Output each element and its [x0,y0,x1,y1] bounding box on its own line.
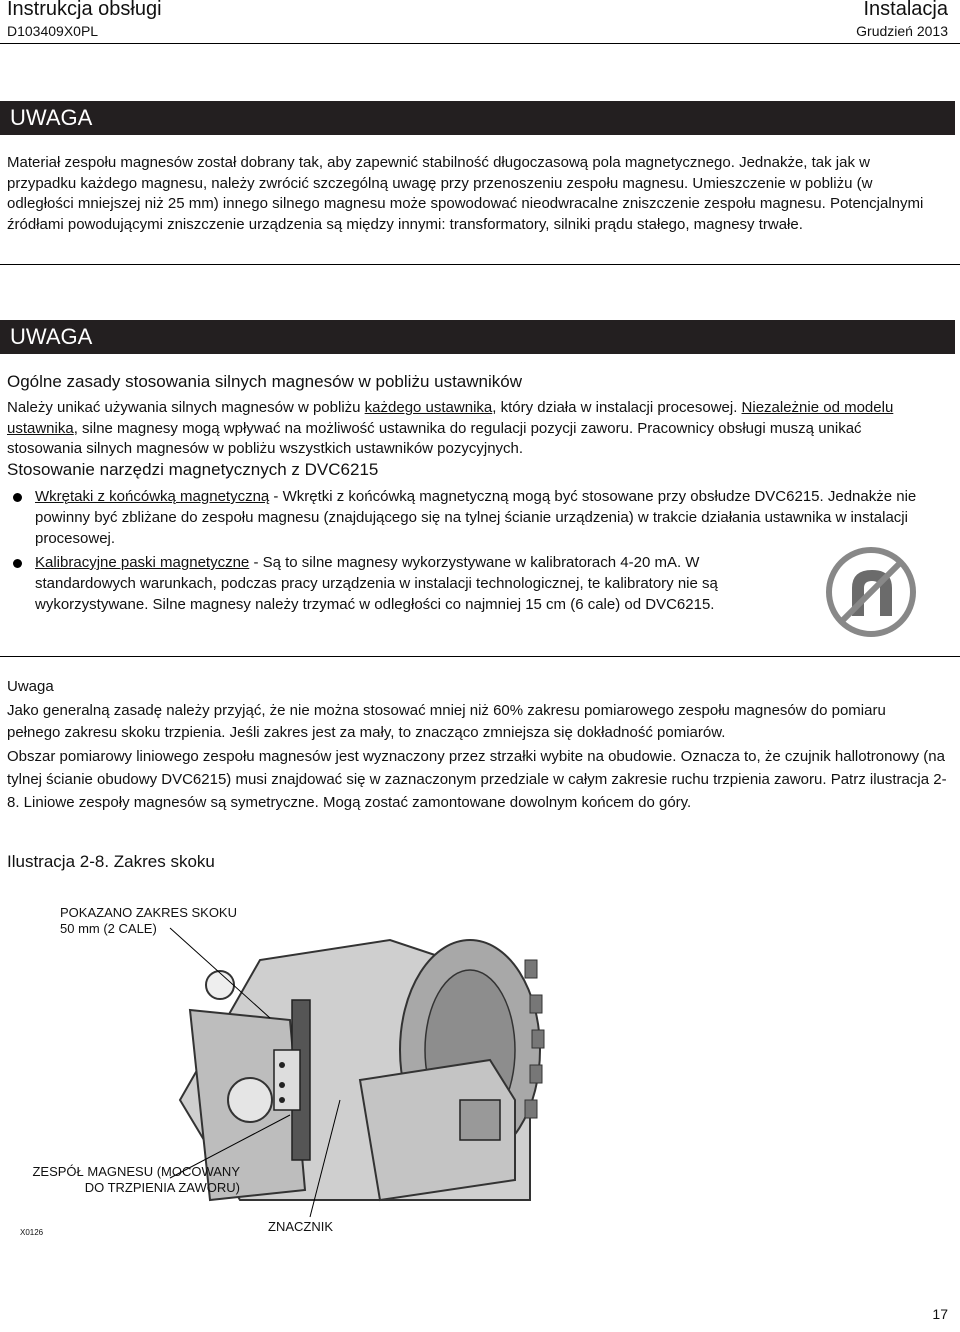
document-number: D103409X0PL [7,23,99,39]
note-2-text-b: , który działa w instalacji procesowej. [492,399,742,416]
note-2-text-c: , silne magnesy mogą wpływać na możliwość ustawnika do regulacji pozycji zaworu. Pracownicy obsługi muszą unikać stosowania silnych magnesów w pobliżu wszystkich ustawników pozycyjnych. [7,419,862,457]
figure-code: X0126 [20,1228,44,1237]
header-rule [0,43,960,44]
figure-label-travel-line1: POKAZANO ZAKRES SKOKU [60,905,237,920]
figure-label-magnet [12,1164,240,1196]
note-2-subheading: Ogólne zasady stosowania silnych magnesów w pobliżu ustawników [7,372,522,391]
bullet-item-screwdrivers [35,486,945,549]
figure-caption: Ilustracja 2-8. Zakres skoku [7,852,215,871]
note-2-underlined-1: każdego ustawnika [364,399,493,416]
bullet-1-title: Wkrętaki z końcówką magnetyczną [35,488,270,505]
note-2-paragraph [7,398,937,460]
bullet-dot-icon [13,559,22,568]
note-3-heading: Uwaga [7,678,54,695]
tools-heading: Stosowanie narzędzi magnetycznych z DVC6215 [7,460,379,479]
note-1-rule [0,264,960,265]
note-1-text: Materiał zespołu magnesów został dobrany tak, aby zapewnić stabilność długoczasową pola magnetycznego. Jednakże, tak jak w przypadku każdego magnesu, należy zwrócić szczególną uwagę przy przenoszeniu zespołu magnesu. Umieszczenie w pobliżu (w odległości mniejszej niż 25 mm) innego silnego magnesu może spowodować nieodwracalne zniszczenie zespołu magnesu. Potencjalnymi źródłami powodującymi zniszczenie urządzenia są między innymi: transformatory, silniki prądu stałego, magnesy trwałe. [7,154,924,233]
note-2-text-a: Należy unikać używania silnych magnesów w pobliżu [7,399,365,416]
note-2-underlined-2: Niezależnie od modelu ustawnika [7,399,894,437]
note-heading-2: UWAGA [0,320,955,354]
bullet-item-calibration [35,552,795,615]
figure-label-magnet-line1: ZESPÓŁ MAGNESU (MOCOWANY [32,1164,240,1179]
no-magnet-icon [822,546,920,638]
figure-label-travel-line2: 50 mm (2 CALE) [60,921,157,936]
body-paragraph: Obszar pomiarowy liniowego zespołu magnesów jest wyznaczony przez strzałki wybite na obudowie. Oznacza to, że czujnik hallotronowy (na tylnej ścianie obudowy DVC6215) musi znajdować się w zaznaczonym przedziale w całym zakresie ruchu trzpienia zaworu. Patrz ilustracja 2-8. Liniowe zespoły magnesów są symetryczne. Mogą zostać zamontowane dowolnym końcem do góry. [7,748,947,811]
figure-label-travel [60,905,237,937]
note-heading-1: UWAGA [0,101,955,135]
document-date: Grudzień 2013 [856,23,948,39]
section-title: Instalacja [863,0,948,20]
page-number: 17 [932,1306,948,1322]
manual-title: Instrukcja obsługi [7,0,162,20]
bullet-2-text: - Są to silne magnesy wykorzystywane w kalibratorach 4-20 mA. W standardowych warunkach, podczas pracy urządzenia w instalacji technologicznej, te kalibratory nie są wykorzystywane. Silne magnesy należy trzymać w odległości co najmniej 15 cm (6 cale) od DVC6215. [35,554,718,613]
figure-label-magnet-line2: DO TRZPIENIA ZAWORU) [84,1180,240,1195]
bullet-1-text: - Wkrętki z końcówką magnetyczną mogą być stosowane przy obsłudze DVC6215. Jednakże nie powinny być zbliżane do zespołu magnesu (znajdującego się na tylnej ścianie urządzenia) w trakcie działania ustawnika w instalacji procesowej. [35,488,917,547]
note-2-rule [0,656,960,657]
figure-label-marker: ZNACZNIK [268,1219,333,1234]
bullet-dot-icon [13,493,22,502]
note-3-text: Jako generalną zasadę należy przyjąć, że nie można stosować mniej niż 60% zakresu pomiarowego zespołu magnesów do pomiaru pełnego zakresu skoku trzpienia. Jeśli zakres jest za mały, to znacząco zmniejsza się dokładność pomiarów. [7,702,886,741]
bullet-2-title: Kalibracyjne paski magnetyczne [35,554,250,571]
